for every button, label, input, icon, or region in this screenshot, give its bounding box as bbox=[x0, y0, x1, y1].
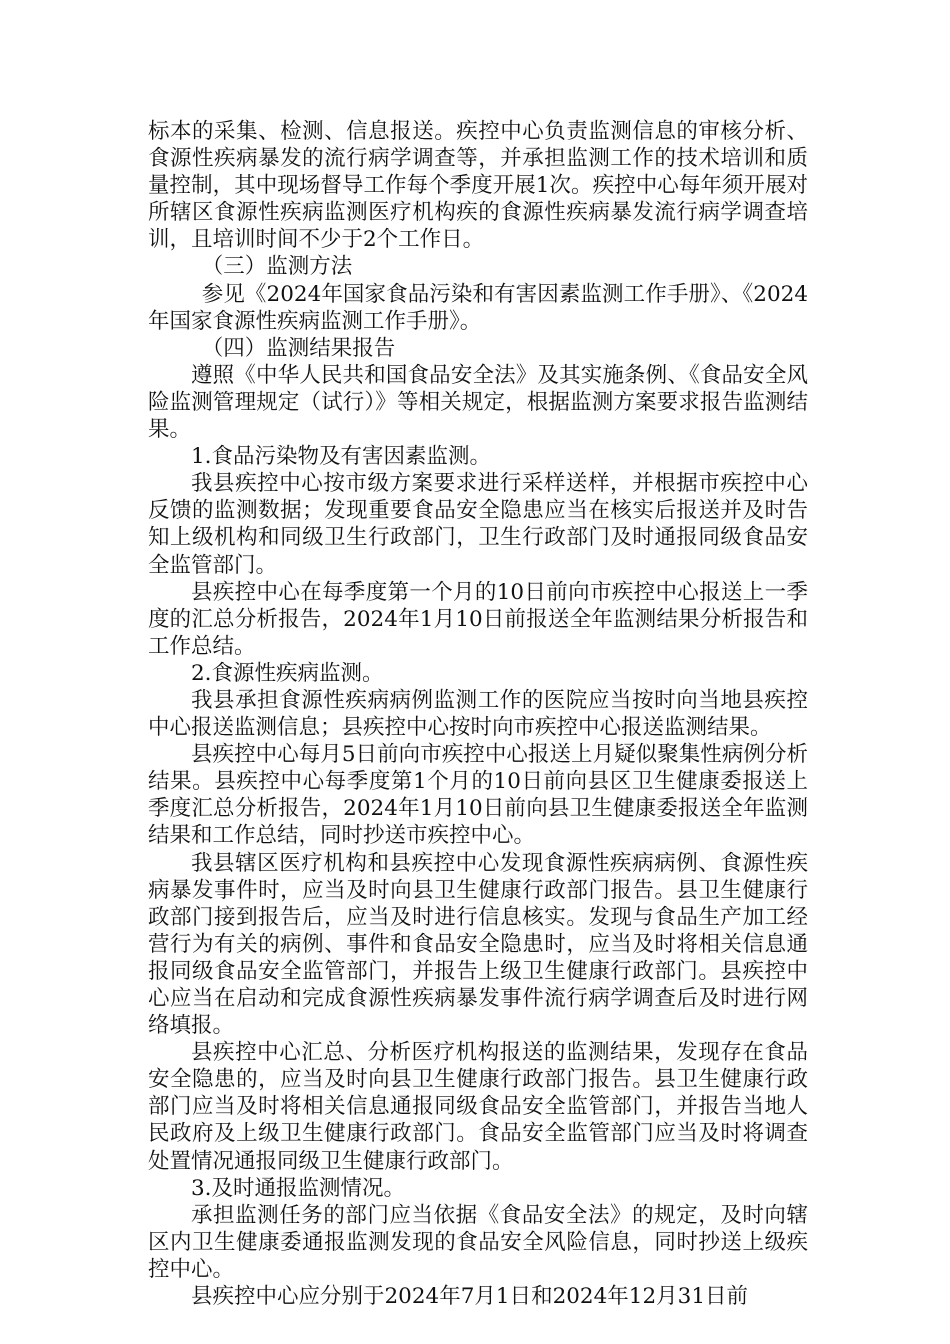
paragraph-food-safety-law: 承担监测任务的部门应当依据《食品安全法》的规定，及时向辖区内卫生健康委通报监测发现的食品安全风险信息，同时抄送上级疾控中心。 bbox=[148, 1202, 808, 1282]
paragraph-risk-notification: 县疾控中心汇总、分析医疗机构报送的监测结果，发现存在食品安全隐患的，应当及时向县卫生健康行政部门报告。县卫生健康行政部门应当及时将相关信息通报同级食品安全监管部门，并报告当地人民政府及上级卫生健康行政部门。食品安全监管部门应当及时将调查处置情况通报同级卫生健康行政部门。 bbox=[148, 1040, 808, 1174]
paragraph-continued: 标本的采集、检测、信息报送。疾控中心负责监测信息的审核分析、食源性疾病暴发的流行病学调查等，并承担监测工作的技术培训和质量控制，其中现场督导工作每个季度开展1次。疾控中心每年须开展对所辖区食源性疾病监测医疗机构疾的食源性疾病暴发流行病学调查培训，且培训时间不少于2个工作日。 bbox=[148, 119, 808, 253]
paragraph-monthly-report: 县疾控中心每月5日前向市疾控中心报送上月疑似聚集性病例分析结果。县疾控中心每季度第1个月的10日前向县区卫生健康委报送上季度汇总分析报告，2024年1月10日前向县卫生健康委报送全年监测结果和工作总结，同时抄送市疾控中心。 bbox=[148, 742, 808, 849]
subsection-heading-foodborne-disease: 2.食源性疾病监测。 bbox=[191, 660, 384, 686]
subsection-heading-contaminants: 1.食品污染物及有害因素监测。 bbox=[191, 444, 492, 470]
paragraph-reference-manuals: 参见《2024年国家食品污染和有害因素监测工作手册》、《2024年国家食源性疾病监测工作手册》。 bbox=[148, 281, 808, 334]
paragraph-legal-basis: 遵照《中华人民共和国食品安全法》及其实施条例、《食品安全风险监测管理规定（试行）》等相关规定，根据监测方案要求报告监测结果。 bbox=[148, 362, 808, 443]
section-heading-monitoring-method: （三）监测方法 bbox=[201, 254, 353, 280]
section-heading-result-report: （四）监测结果报告 bbox=[201, 335, 396, 361]
subsection-heading-notification: 3.及时通报监测情况。 bbox=[191, 1175, 406, 1201]
paragraph-sampling: 我县疾控中心按市级方案要求进行采样送样，并根据市疾控中心反馈的监测数据；发现重要食品安全隐患应当在核实后报送并及时告知上级机构和同级卫生行政部门，卫生行政部门及时通报同级食品安全监管部门。 bbox=[148, 471, 808, 578]
paragraph-hospital-reporting: 我县承担食源性疾病病例监测工作的医院应当按时向当地县疾控中心报送监测信息；县疾控中心按时向市疾控中心报送监测结果。 bbox=[148, 687, 808, 741]
paragraph-outbreak-reporting: 我县辖区医疗机构和县疾控中心发现食源性疾病病例、食源性疾病暴发事件时，应当及时向县卫生健康行政部门报告。县卫生健康行政部门接到报告后，应当及时进行信息核实。发现与食品生产加工经营行为有关的病例、事件和食品安全隐患时，应当及时将相关信息通报同级食品安全监管部门，并报告上级卫生健康行政部门。县疾控中心应当在启动和完成食源性疾病暴发事件流行病学调查后及时进行网络填报。 bbox=[148, 850, 808, 1039]
paragraph-quarterly-report: 县疾控中心在每季度第一个月的10日前向市疾控中心报送上一季度的汇总分析报告，2024年1月10日前报送全年监测结果分析报告和工作总结。 bbox=[148, 579, 808, 659]
document-body bbox=[148, 118, 808, 1310]
paragraph-deadlines: 县疾控中心应分别于2024年7月1日和2024年12月31日前 bbox=[191, 1284, 749, 1310]
